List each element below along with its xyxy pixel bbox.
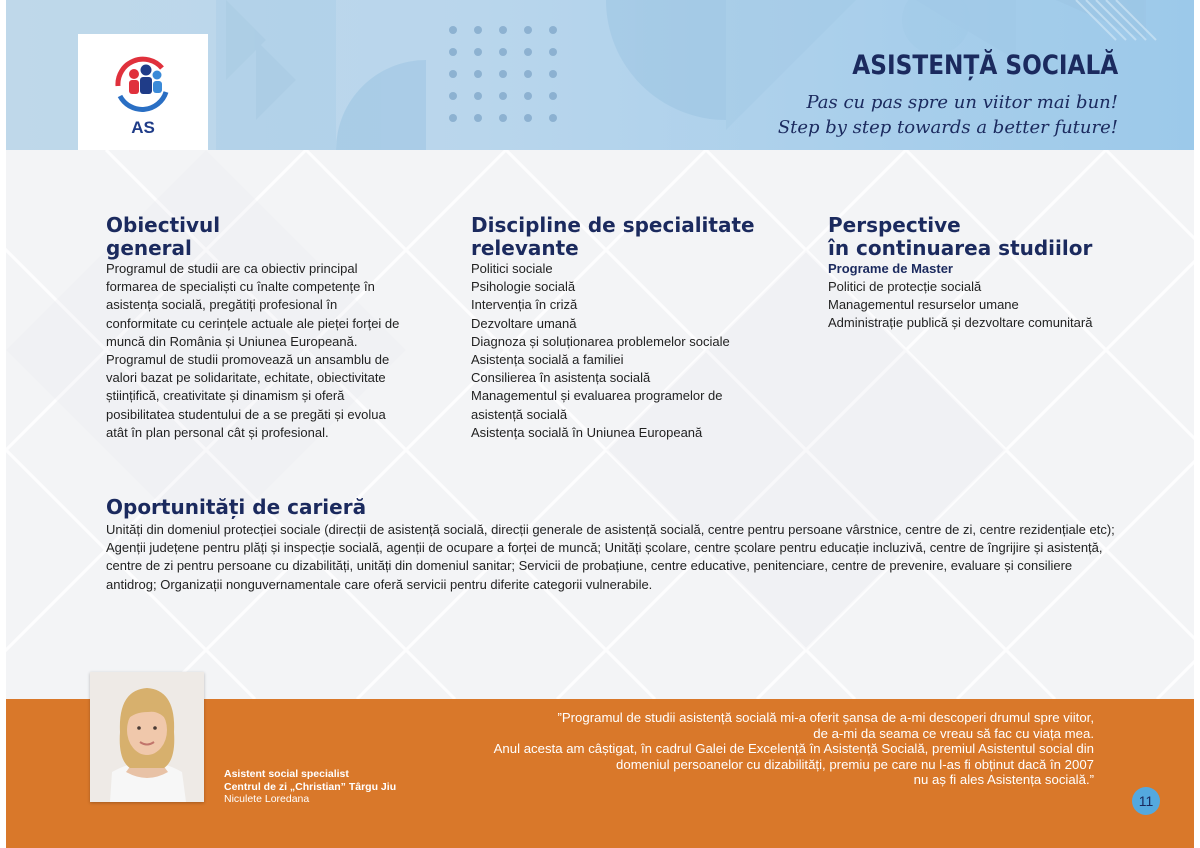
quote-line: Anul acesta am câștigat, în cadrul Galei de Excelență în Asistență Socială, premiul Asistentul social din <box>493 741 1094 757</box>
page-title: ASISTENȚĂ SOCIALĂ <box>852 50 1118 81</box>
quote-line: ”Programul de studii asistență socială mi-a oferit șansa de a-mi descoperi drumul spre viitor, <box>557 710 1094 725</box>
objective-text: Programul de studii are ca obiectiv principal formarea de specialiști cu înalte competențe în asistența socială, pregătiți profesional în conformitate cu cerințele actuale ale pieței forței de muncă din România și Uniunea Europeană. Programul de studii promovează un ansamblu de valori bazat pe solidaritate, echitate, obiectivitate științifică, creativitate și dinamism și oferă posibilitatea studentului de a se pregăti și evolua atât în plan personal cât și profesional. <box>106 261 400 440</box>
perspectives-title-line1: Perspective <box>828 213 961 237</box>
perspectives-section <box>828 214 1148 333</box>
tagline-en: Step by step towards a better future! <box>777 117 1118 138</box>
list-item: Psihologie socială <box>471 279 576 295</box>
list-item: Politici de protecție socială <box>828 279 982 294</box>
master-programs-list <box>828 278 1148 333</box>
header-band <box>6 0 1194 150</box>
disciplines-title-line1: Discipline de specialitate <box>471 213 755 237</box>
perspectives-title <box>828 214 1148 260</box>
career-text: Unități din domeniul protecției sociale (direcții de asistență socială, direcții generale de asistență socială, centre pentru persoane vârstnice, centre de zi, centre rezidențiale etc); Agenții județene pentru plăți și inspecție socială, agenții de ocupare a forței de muncă; Unități școlare, centre școlare pentru educație incluzivă, centre de îngrijire și asistență, centre de zi pentru persoane cu dizabilități, unități din domeniul sanitar; Servicii de probațiune, centre educative, penitenciare, centre de prevenire, evaluare și consiliere antidrog; Organizații nonguvernamentale care oferă servicii pentru diferite categorii vulnerabile. <box>106 522 1115 592</box>
list-item: Intervenția în criză <box>471 297 578 313</box>
people-logo-icon <box>110 52 176 118</box>
list-item: Managementul resurselor umane <box>828 297 1019 313</box>
list-item: Dezvoltare umană <box>471 315 577 331</box>
objective-title-line2: general <box>106 236 192 260</box>
objective-section <box>106 214 406 442</box>
author-workplace: Centrul de zi „Christian” Târgu Jiu <box>224 780 397 793</box>
disciplines-section <box>471 214 771 442</box>
disciplines-list <box>471 260 771 442</box>
brochure-page <box>6 0 1194 848</box>
list-item: Asistența socială în Uniunea Europeană <box>471 424 703 440</box>
list-item: Politici sociale <box>471 261 553 276</box>
master-programs-heading: Programe de Master <box>828 261 953 276</box>
quote-line: de a-mi da seama ce vreau să fac cu viața mea. <box>813 725 1094 741</box>
career-title: Oportunități de carieră <box>106 495 367 519</box>
disciplines-title <box>471 214 771 260</box>
list-item: Managementul și evaluarea programelor de asistență socială <box>471 388 723 422</box>
testimonial-photo <box>90 672 204 802</box>
career-section <box>106 496 1116 594</box>
list-item: Asistența socială a familiei <box>471 352 624 368</box>
page-number: 11 <box>1132 787 1160 815</box>
author-role: Asistent social specialist <box>224 768 349 780</box>
objective-title <box>106 214 406 260</box>
disciplines-title-line2: relevante <box>471 236 579 260</box>
person-portrait <box>90 672 204 802</box>
testimonial-author <box>224 768 396 806</box>
program-logo <box>78 34 208 150</box>
quote-line: domeniul persoanelor cu dizabilități, premiu pe care nu l-as fi obținut dacă în 2007 <box>616 756 1094 772</box>
list-item: Consilierea în asistența socială <box>471 370 651 386</box>
perspectives-title-line2: în continuarea studiilor <box>828 236 1093 260</box>
testimonial-quote <box>394 710 1094 788</box>
author-name: Niculete Loredana <box>224 793 310 805</box>
objective-title-line1: Obiectivul <box>106 213 221 237</box>
logo-text: AS <box>131 118 155 137</box>
list-item: Administrație publică și dezvoltare comunitară <box>828 315 1093 331</box>
tagline-ro: Pas cu pas spre un viitor mai bun! <box>806 92 1118 113</box>
quote-line: nu aș fi ales Asistența socială.” <box>913 772 1094 788</box>
list-item: Diagnoza și soluționarea problemelor sociale <box>471 333 730 349</box>
